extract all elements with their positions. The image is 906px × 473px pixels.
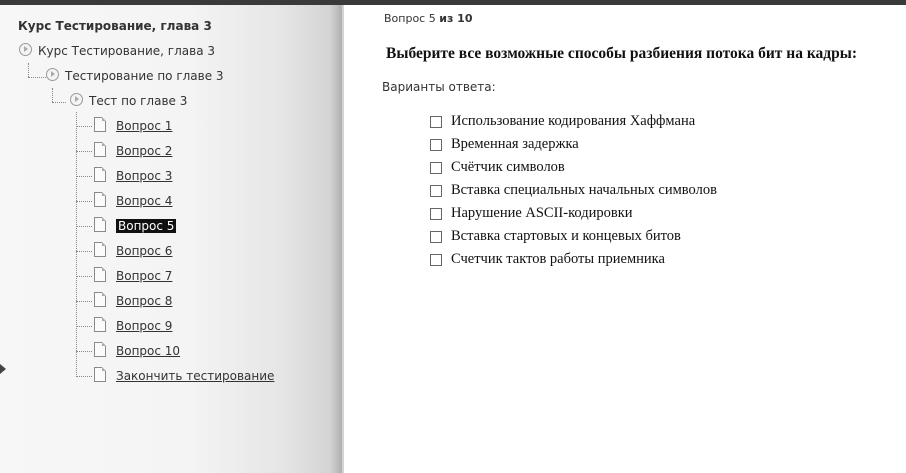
answer-checkbox[interactable] xyxy=(430,162,442,174)
tree-connector xyxy=(76,176,92,177)
variants-label: Варианты ответа: xyxy=(382,80,496,94)
question-link[interactable]: Вопрос 8 xyxy=(116,294,173,308)
tree-connector xyxy=(76,326,92,327)
document-icon xyxy=(94,117,106,132)
answer-checkbox[interactable] xyxy=(430,116,442,128)
expand-icon xyxy=(19,43,32,56)
answer-checkbox[interactable] xyxy=(430,254,442,266)
question-link[interactable]: Вопрос 2 xyxy=(116,144,173,158)
tree-connector xyxy=(76,251,92,252)
question-link[interactable]: Вопрос 5 xyxy=(118,219,175,233)
tree-node-label: Курс Тестирование, глава 3 xyxy=(38,44,215,58)
document-icon xyxy=(94,242,106,257)
tree-connector xyxy=(76,276,92,277)
answer-list xyxy=(430,110,717,271)
answer-checkbox[interactable] xyxy=(430,185,442,197)
question-item[interactable] xyxy=(94,317,172,335)
question-item[interactable] xyxy=(94,367,274,385)
question-link[interactable]: Вопрос 3 xyxy=(116,169,173,183)
tree-connector xyxy=(76,126,92,127)
document-icon xyxy=(94,342,106,357)
tree-node-label: Тест по главе 3 xyxy=(89,94,188,108)
question-counter xyxy=(384,12,472,25)
answer-label: Счетчик тактов работы приемника xyxy=(451,251,665,267)
document-icon xyxy=(94,192,106,207)
question-link[interactable]: Вопрос 10 xyxy=(116,344,181,358)
question-item[interactable] xyxy=(94,292,172,310)
tree-connector xyxy=(76,351,92,352)
question-link[interactable]: Вопрос 7 xyxy=(116,269,173,283)
sidebar-splitter[interactable] xyxy=(330,5,344,473)
question-link[interactable]: Вопрос 1 xyxy=(116,119,173,133)
question-item[interactable] xyxy=(94,217,176,235)
document-icon xyxy=(94,317,106,332)
tree-connector xyxy=(52,102,66,103)
tree-connector xyxy=(76,301,92,302)
document-icon xyxy=(94,217,106,232)
answer-label: Вставка стартовых и концевых битов xyxy=(451,228,681,244)
question-text: Выберите все возможные способы разбиения потока бит на кадры: xyxy=(386,45,857,62)
tree-node-test[interactable] xyxy=(70,92,187,110)
counter-total: из 10 xyxy=(439,12,473,25)
answer-option[interactable] xyxy=(430,179,717,202)
document-icon xyxy=(94,292,106,307)
counter-current: Вопрос 5 xyxy=(384,12,436,25)
tree-connector xyxy=(76,201,92,202)
question-item[interactable] xyxy=(94,342,180,360)
question-link[interactable]: Закончить тестирование xyxy=(116,369,275,383)
answer-option[interactable] xyxy=(430,202,717,225)
answer-option[interactable] xyxy=(430,248,717,271)
tree-connector xyxy=(76,226,92,227)
answer-label: Нарушение ASCII-кодировки xyxy=(451,205,633,221)
answer-option[interactable] xyxy=(430,133,717,156)
collapse-arrow-icon[interactable] xyxy=(0,364,6,374)
document-icon xyxy=(94,367,106,382)
question-item[interactable] xyxy=(94,242,172,260)
document-icon xyxy=(94,167,106,182)
question-link[interactable]: Вопрос 6 xyxy=(116,244,173,258)
tree-connector xyxy=(76,376,92,377)
answer-checkbox[interactable] xyxy=(430,139,442,151)
answer-label: Временная задержка xyxy=(451,136,579,152)
answer-checkbox[interactable] xyxy=(430,231,442,243)
question-link[interactable]: Вопрос 9 xyxy=(116,319,173,333)
question-item[interactable] xyxy=(94,192,172,210)
course-title: Курс Тестирование, глава 3 xyxy=(18,19,212,33)
answer-label: Использование кодирования Хаффмана xyxy=(451,113,696,129)
question-item[interactable] xyxy=(94,167,172,185)
answer-checkbox[interactable] xyxy=(430,208,442,220)
question-link[interactable]: Вопрос 4 xyxy=(116,194,173,208)
document-icon xyxy=(94,142,106,157)
tree-connector xyxy=(28,63,29,77)
question-item[interactable] xyxy=(94,267,172,285)
expand-icon xyxy=(70,93,83,106)
document-icon xyxy=(94,267,106,282)
question-item[interactable] xyxy=(94,117,172,135)
tree-connector xyxy=(52,88,53,102)
tree-node-chapter[interactable] xyxy=(46,67,224,85)
expand-icon xyxy=(46,68,59,81)
answer-label: Счётчик символов xyxy=(451,159,565,175)
answer-option[interactable] xyxy=(430,225,717,248)
answer-label: Вставка специальных начальных символов xyxy=(451,182,717,198)
tree-node-label: Тестирование по главе 3 xyxy=(65,69,224,83)
question-item[interactable] xyxy=(94,142,172,160)
answer-option[interactable] xyxy=(430,110,717,133)
tree-connector xyxy=(76,151,92,152)
tree-node-course[interactable] xyxy=(19,42,215,60)
answer-option[interactable] xyxy=(430,156,717,179)
